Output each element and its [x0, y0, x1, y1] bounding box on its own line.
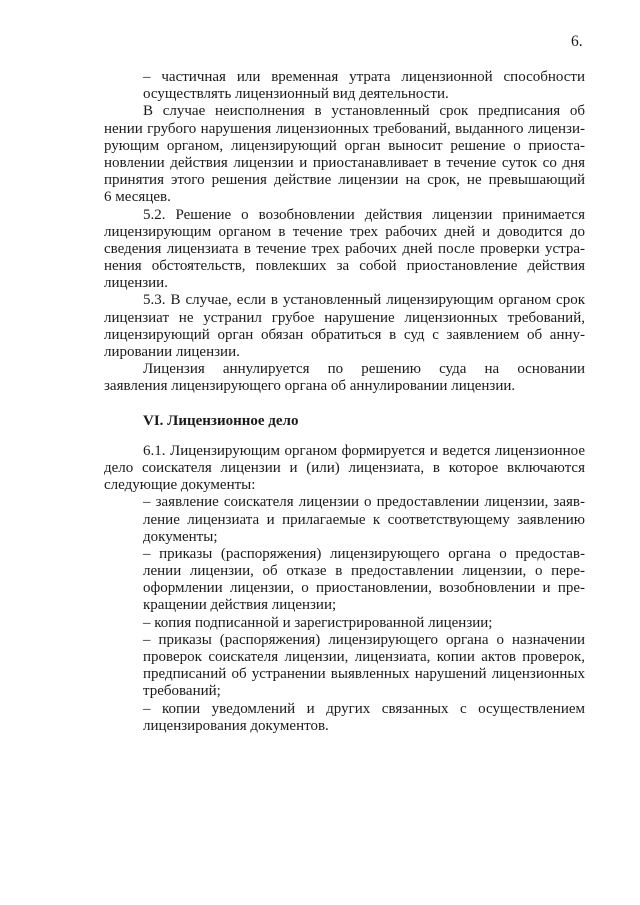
- text-line: лицензирующим органом в течение трех рабочих дней и доводится до: [104, 223, 585, 240]
- text-line: предписаний об устранении выявленных нарушений лицензионных: [143, 666, 585, 683]
- text-line: лировании лицензии.: [104, 344, 240, 360]
- text-line: 5.3. В случае, если в установленный лицензирующим органом срок: [143, 292, 585, 309]
- text-line: рующим органом, лицензирующий орган выносит решение о приоста-: [104, 137, 585, 154]
- text-line: требований;: [143, 683, 221, 700]
- text-line: лении лицензии, об отказе в предоставлении лицензии, о пере-: [143, 563, 585, 580]
- text-line: лицензии.: [104, 275, 168, 292]
- text-line: Лицензия аннулируется по решению суда на основании: [143, 361, 585, 378]
- text-line: новлении действия лицензии и приостанавливает в течение суток со дня: [104, 154, 585, 171]
- text-line: – копия подписанной и зарегистрированной лицензии;: [143, 614, 493, 631]
- text-line: оформлении лицензии, о приостановлении, возобновлении и пре-: [143, 580, 585, 597]
- text-line: – приказы (распоряжения) лицензирующего органа о назначении: [143, 631, 585, 648]
- text-line: сведения лицензиата в течение трех рабочих дней после проверки устра-: [104, 240, 585, 257]
- section-vi-body: [104, 443, 585, 735]
- list-item: [104, 701, 585, 735]
- text-line: лицензиат не устранил грубое нарушение лицензионных требований,: [104, 309, 585, 326]
- text-line: – частичная или временная утрата лицензионной способности: [143, 69, 585, 85]
- page-number: 6.: [571, 33, 583, 50]
- text-line: 6.1. Лицензирующим органом формируется и ведется лицензионное: [143, 442, 585, 459]
- list-item: [104, 615, 585, 632]
- text-line: нении грубого нарушения лицензионных требований, выданного лицензи-: [104, 120, 585, 137]
- text-line: заявления лицензирующего органа об аннулировании лицензии.: [104, 378, 516, 395]
- text-line: 6 месяцев.: [104, 189, 171, 206]
- list-item: [104, 632, 585, 701]
- document-body: [104, 69, 585, 735]
- paragraph: [104, 207, 585, 293]
- text-line: дело соискателя лицензии и (или) лицензиата, в которое включаются: [104, 459, 585, 476]
- text-line: ление лицензиата и прилагаемые к соответствующему заявлению: [143, 511, 585, 528]
- text-line: следующие документы:: [104, 477, 256, 494]
- list-item: [104, 69, 585, 103]
- text-line: кращении действия лицензии;: [143, 597, 337, 614]
- text-line: В случае неисполнения в установленный срок предписания об: [143, 103, 585, 120]
- section-heading: VI. Лицензионное дело: [143, 412, 299, 429]
- text-line: нения обстоятельств, повлекших за собой приостановление действия: [104, 258, 585, 275]
- paragraph: [104, 361, 585, 395]
- paragraph: [104, 292, 585, 361]
- section-v-continuation: [104, 69, 585, 396]
- text-line: документы;: [143, 528, 218, 545]
- text-line: 5.2. Решение о возобновлении действия лицензии принимается: [143, 206, 585, 223]
- text-line: осуществлять лицензионный вид деятельности.: [143, 86, 449, 103]
- text-line: – копии уведомлений и других связанных с осуществлением: [143, 700, 585, 717]
- paragraph: [104, 443, 585, 495]
- text-line: – приказы (распоряжения) лицензирующего органа о предостав-: [143, 545, 585, 562]
- text-line: принятия этого решения действие лицензии на срок, не превышающий: [104, 172, 585, 189]
- list-item: [104, 546, 585, 615]
- list-item: [104, 494, 585, 546]
- paragraph: [104, 103, 585, 206]
- text-line: лицензирующий орган обязан обратиться в суд с заявлением об анну-: [104, 326, 585, 343]
- text-line: проверок соискателя лицензии, лицензиата, копии актов проверок,: [143, 649, 585, 665]
- text-line: – заявление соискателя лицензии о предоставлении лицензии, заяв-: [143, 494, 585, 511]
- text-line: лицензирования документов.: [143, 717, 329, 734]
